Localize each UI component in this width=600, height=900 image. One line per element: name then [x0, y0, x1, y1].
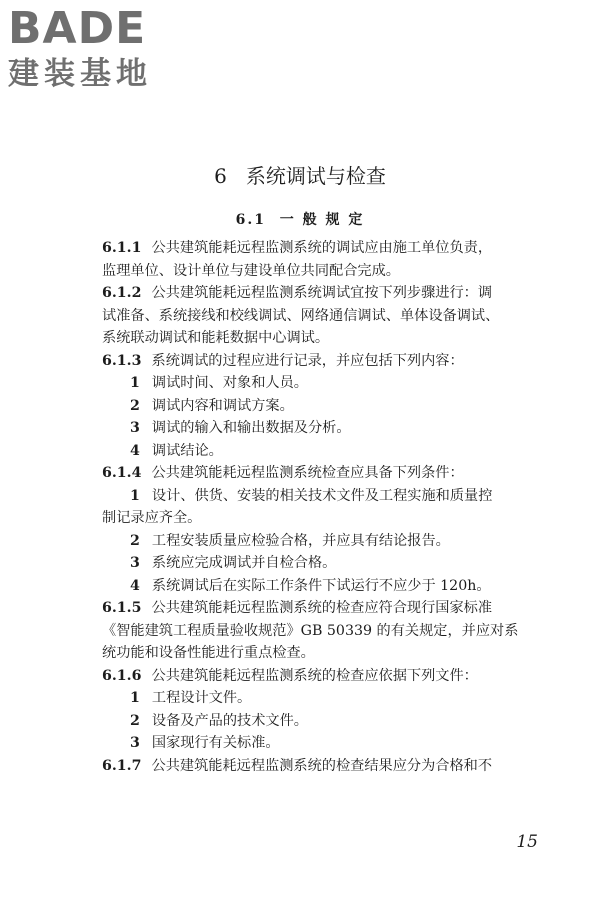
list-item-line	[102, 575, 532, 598]
item-number: 4	[130, 577, 140, 594]
line-text: 制记录应齐全。	[102, 510, 202, 526]
line-text: 公共建筑能耗远程监测系统调试宜按下列步骤进行：调	[151, 285, 493, 301]
line-text: 统功能和设备性能进行重点检查。	[102, 645, 315, 661]
clause-line	[102, 755, 532, 778]
line-text: 工程安装质量应检验合格，并应具有结论报告。	[151, 532, 450, 549]
clause-number: 6.1.4	[102, 465, 142, 481]
list-item-line	[102, 372, 532, 395]
item-number: 3	[130, 555, 140, 571]
clause-number: 6.1.5	[102, 600, 142, 616]
line-text: 系统应完成调试并自检合格。	[151, 555, 337, 571]
line-text: 工程设计文件。	[151, 690, 252, 706]
list-item-line	[102, 395, 532, 418]
line-text: 设计、供货、安装的相关技术文件及工程实施和质量控	[151, 487, 493, 504]
line-text: 《智能建筑工程质量验收规范》GB 50339 的有关规定，并应对系	[102, 622, 519, 639]
continuation-line	[102, 642, 532, 665]
continuation-line	[102, 305, 532, 328]
clause-line	[102, 237, 532, 260]
line-text: 调试时间、对象和人员。	[151, 375, 308, 391]
list-item-line	[102, 552, 532, 575]
clause-line	[102, 350, 532, 373]
line-text: 调试的输入和输出数据及分析。	[151, 420, 351, 436]
list-item-line	[102, 440, 532, 463]
clause-number: 6.1.6	[102, 667, 142, 684]
item-number: 3	[130, 420, 140, 436]
line-text: 公共建筑能耗远程监测系统的检查应依据下列文件：	[151, 667, 478, 684]
line-text: 设备及产品的技术文件。	[151, 712, 308, 729]
list-item-line	[102, 710, 532, 733]
line-text: 调试内容和调试方案。	[151, 397, 294, 414]
item-number: 1	[130, 375, 140, 391]
list-item-line	[102, 732, 532, 755]
logo-chinese-name: 建装基地	[8, 56, 152, 92]
continuation-line	[102, 507, 532, 530]
item-number: 1	[130, 487, 140, 504]
clause-line	[102, 597, 532, 620]
line-text: 系统调试后在实际工作条件下试运行不应少于 120h。	[151, 577, 491, 594]
clause-line	[102, 665, 532, 688]
list-item-line	[102, 530, 532, 553]
clause-number: 6.1.3	[102, 352, 142, 369]
item-number: 2	[130, 532, 140, 549]
item-number: 2	[130, 712, 140, 729]
line-text: 监理单位、设计单位与建设单位共同配合完成。	[102, 262, 400, 279]
line-text: 国家现行有关标准。	[151, 735, 280, 751]
chapter-title: 6 系统调试与检查	[214, 164, 386, 188]
list-item-line	[102, 485, 532, 508]
clause-number: 6.1.2	[102, 285, 142, 301]
item-number: 4	[130, 442, 140, 459]
line-text: 系统调试的过程应进行记录，并应包括下列内容：	[151, 352, 464, 369]
continuation-line	[102, 327, 532, 350]
bade-logo	[8, 4, 152, 92]
continuation-line	[102, 620, 532, 643]
line-text: 公共建筑能耗远程监测系统的检查结果应分为合格和不	[151, 757, 493, 774]
list-item-line	[102, 687, 532, 710]
line-text: 试准备、系统接线和校线调试、网络通信调试、单体设备调试、	[102, 307, 500, 324]
clause-number: 6.1.7	[102, 757, 142, 774]
page-number: 15	[516, 832, 538, 852]
item-number: 3	[130, 735, 140, 751]
line-text: 公共建筑能耗远程监测系统的调试应由施工单位负责，	[151, 240, 493, 256]
line-text: 调试结论。	[151, 442, 223, 459]
clause-number: 6.1.1	[102, 240, 142, 256]
logo-wordmark: BADE	[8, 3, 147, 54]
item-number: 1	[130, 690, 140, 706]
clause-line	[102, 462, 532, 485]
list-item-line	[102, 417, 532, 440]
line-text: 公共建筑能耗远程监测系统的检查应符合现行国家标准	[151, 600, 493, 616]
continuation-line	[102, 260, 532, 283]
line-text: 系统联动调试和能耗数据中心调试。	[102, 330, 330, 346]
clause-line	[102, 282, 532, 305]
document-body	[102, 237, 532, 777]
section-title: 6.1 一 般 规 定	[235, 212, 365, 228]
line-text: 公共建筑能耗远程监测系统检查应具备下列条件：	[151, 465, 464, 481]
item-number: 2	[130, 397, 140, 414]
